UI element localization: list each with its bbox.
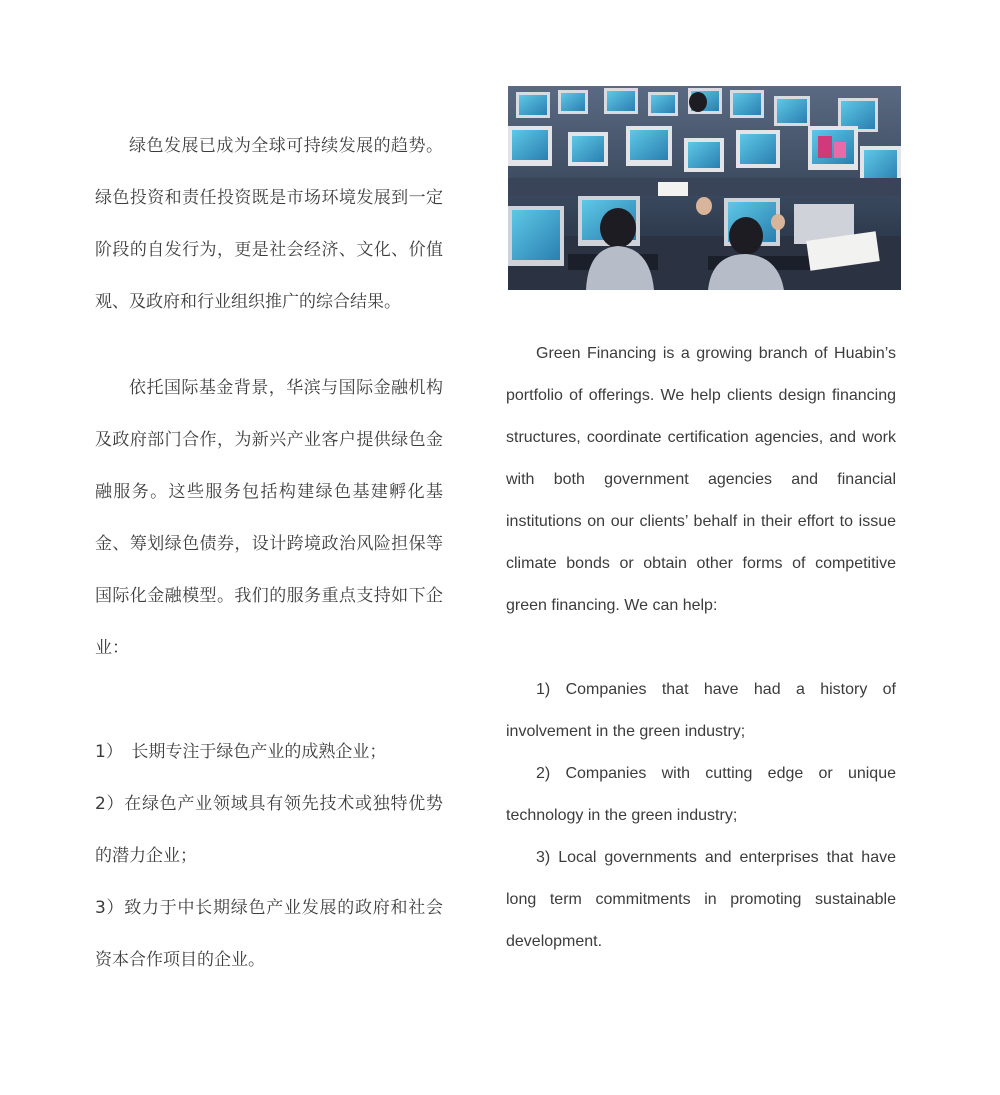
photo-illustration xyxy=(508,86,901,290)
zh-paragraph-1: 绿色发展已成为全球可持续发展的趋势。绿色投资和责任投资既是市场环境发展到一定阶段的自发行为，更是社会经济、文化、价值观、及政府和行业组织推广的综合结果。 xyxy=(95,136,443,312)
en-list-item-3: 3) Local governments and enterprises that have long term commitments in promoting sustainable development. xyxy=(506,849,896,950)
en-list-item-2: 2) Companies with cutting edge or unique technology in the green industry; xyxy=(506,765,896,824)
zh-list-item-1: 1） 长期专注于绿色产业的成熟企业； xyxy=(95,742,387,762)
trading-floor-photo xyxy=(508,86,901,290)
spacer xyxy=(506,627,896,669)
zh-list-item-3: 3）致力于中长期绿色产业发展的政府和社会资本合作项目的企业。 xyxy=(95,898,443,970)
en-list-item-1: 1) Companies that have had a history of involvement in the green industry; xyxy=(506,681,896,740)
spacer xyxy=(95,674,443,726)
en-intro-paragraph: Green Financing is a growing branch of Huabin’s portfolio of offerings. We help clients design financing structures, coordinate certification agencies, and work with both government agencies and financial institutions on our clients’ behalf in their effort to issue climate bonds or obtain other forms of competitive green financing. We can help: xyxy=(506,345,896,614)
zh-list-item-2: 2）在绿色产业领域具有领先技术或独特优势的潜力企业； xyxy=(95,794,443,866)
chinese-column xyxy=(95,120,443,986)
english-column xyxy=(506,333,896,963)
spacer xyxy=(95,328,443,362)
zh-paragraph-2: 依托国际基金背景，华滨与国际金融机构及政府部门合作，为新兴产业客户提供绿色金融服务。这些服务包括构建绿色基建孵化基金、筹划绿色债券，设计跨境政治风险担保等国际化金融模型。我们的服务重点支持如下企业： xyxy=(95,378,443,658)
